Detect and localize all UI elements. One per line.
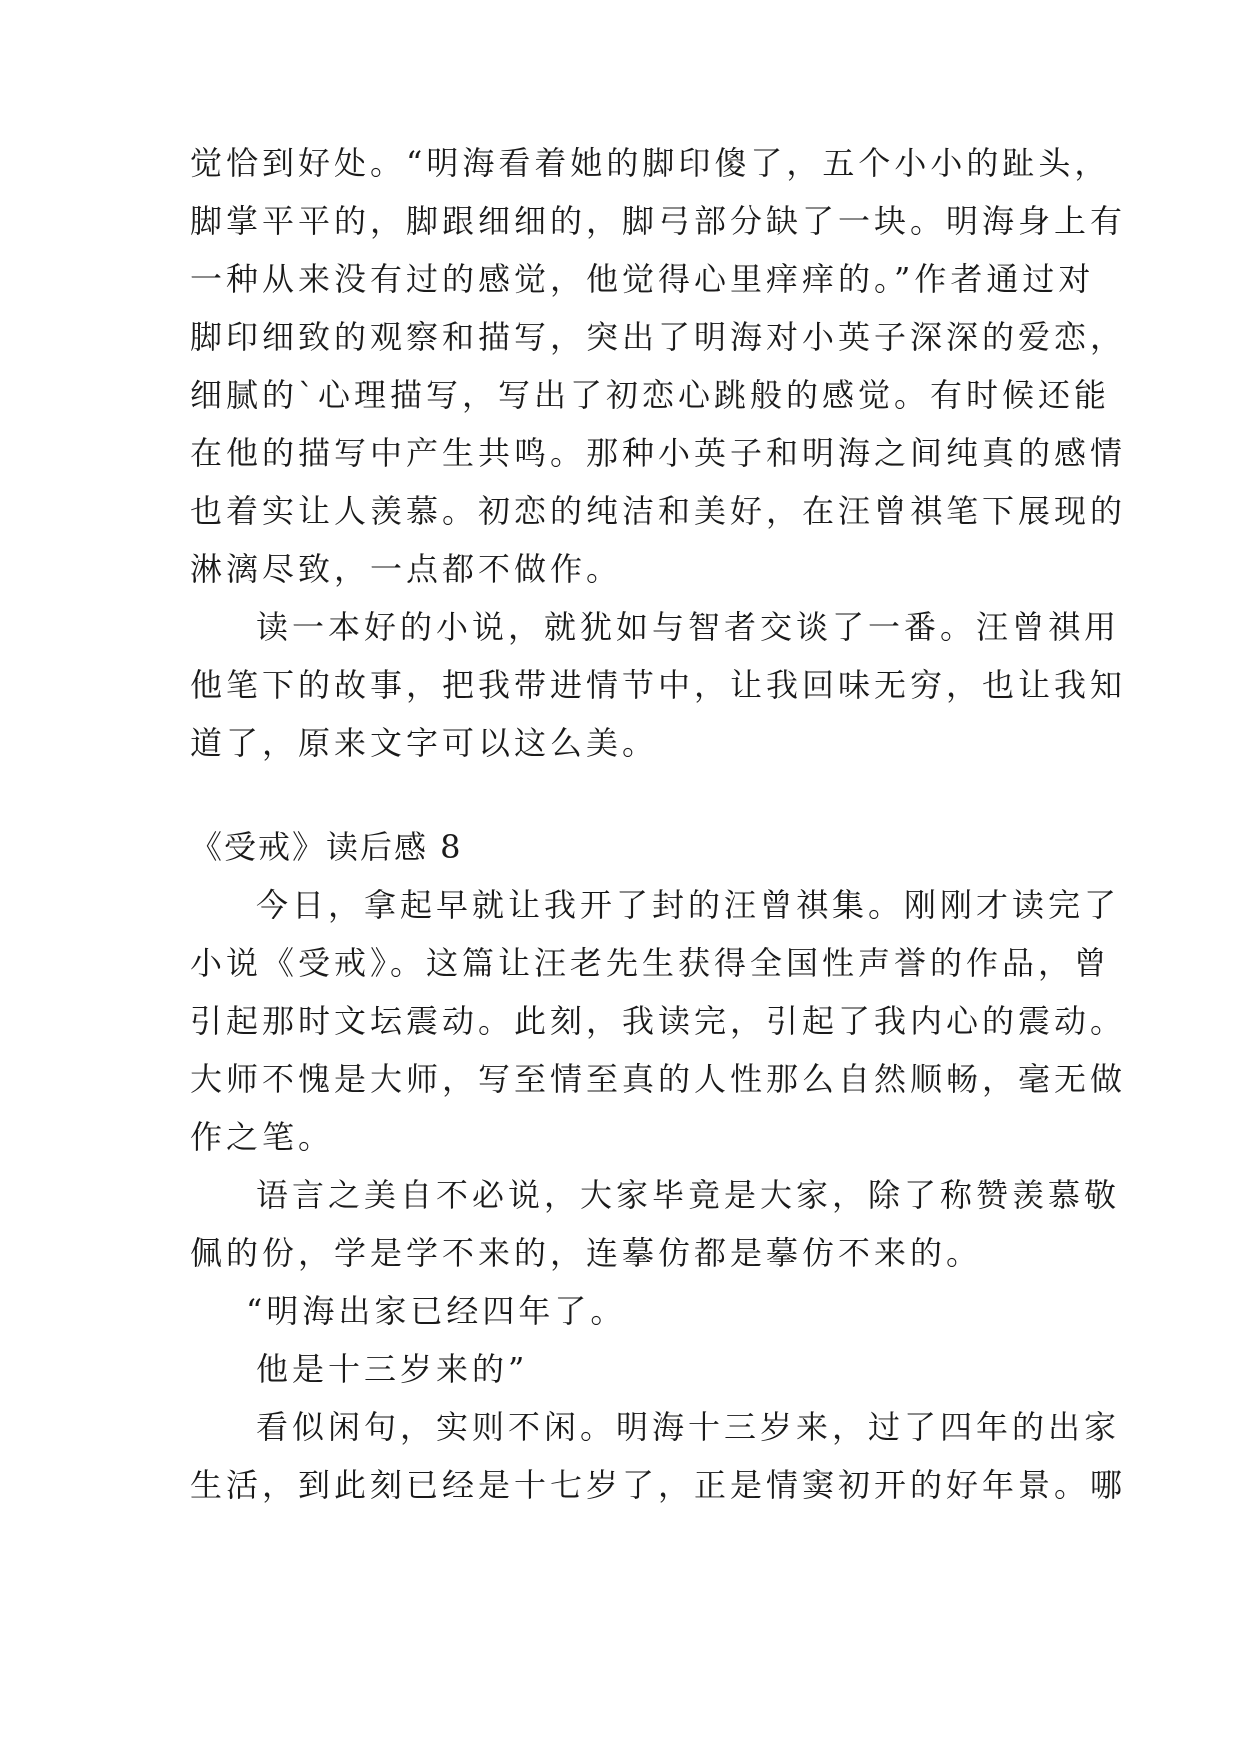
text-line: 小说《受戒》。这篇让汪老先生获得全国性声誉的作品，曾 [190, 944, 1111, 982]
text-line: 脚掌平平的，脚跟细细的，脚弓部分缺了一块。明海身上有 [190, 202, 1127, 240]
text-line: 生活，到此刻已经是十七岁了，正是情窦初开的好年景。哪 [190, 1466, 1127, 1504]
text-line: 大师不愧是大师，写至情至真的人性那么自然顺畅，毫无做 [190, 1060, 1127, 1098]
text-line: 细腻的`心理描写，写出了初恋心跳般的感觉。有时候还能 [190, 376, 1111, 414]
quote-line: “明海出家已经四年了。 [246, 1292, 627, 1330]
text-line: 一种从来没有过的感觉，他觉得心里痒痒的。”作者通过对 [190, 260, 1095, 298]
section-heading: 《受戒》读后感 8 [190, 828, 463, 866]
text-line: 在他的描写中产生共鸣。那种小英子和明海之间纯真的感情 [190, 434, 1127, 472]
quote-line: 他是十三岁来的” [256, 1350, 529, 1388]
text-line: 也着实让人羡慕。初恋的纯洁和美好，在汪曾祺笔下展现的 [190, 492, 1127, 530]
text-line: 今日，拿起早就让我开了封的汪曾祺集。刚刚才读完了 [256, 886, 1121, 924]
text-line: 他笔下的故事，把我带进情节中，让我回味无穷，也让我知 [190, 666, 1127, 704]
text-line: 觉恰到好处。“明海看着她的脚印傻了，五个小小的趾头， [190, 144, 1111, 182]
text-line: 引起那时文坛震动。此刻，我读完，引起了我内心的震动。 [190, 1002, 1127, 1040]
text-line: 读一本好的小说，就犹如与智者交谈了一番。汪曾祺用 [256, 608, 1121, 646]
text-line: 作之笔。 [190, 1118, 335, 1156]
text-line: 看似闲句，实则不闲。明海十三岁来，过了四年的出家 [256, 1408, 1121, 1446]
text-line: 语言之美自不必说，大家毕竟是大家，除了称赞羡慕敬 [256, 1176, 1121, 1214]
text-line: 脚印细致的观察和描写，突出了明海对小英子深深的爱恋， [190, 318, 1127, 356]
text-line: 佩的份，学是学不来的，连摹仿都是摹仿不来的。 [190, 1234, 983, 1272]
text-line: 淋漓尽致，一点都不做作。 [190, 550, 623, 588]
text-line: 道了，原来文字可以这么美。 [190, 724, 659, 762]
